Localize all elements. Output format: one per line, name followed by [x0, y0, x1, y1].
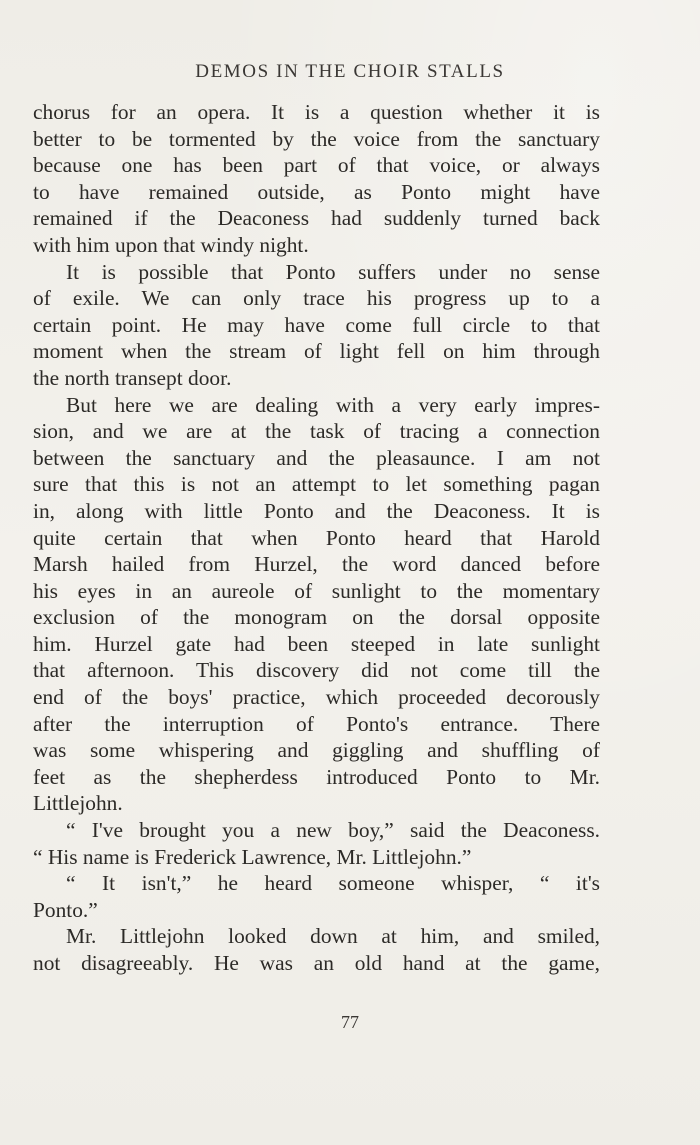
- paragraph-start-line: “ It isn't,” he heard someone whisper, “ it's: [66, 871, 600, 896]
- text-line: exclusion of the monogram on the dorsal opposite: [33, 605, 600, 630]
- text-line: feet as the shepherdess introduced Ponto to Mr.: [33, 764, 600, 789]
- text-line: Littlejohn.: [33, 791, 123, 816]
- text-line: in, along with little Ponto and the Deaconess. It is: [33, 498, 600, 523]
- text-line: him. Hurzel gate had been steeped in late sunlight: [33, 631, 600, 656]
- text-line: with him upon that windy night.: [33, 232, 309, 257]
- paragraph-start-line: It is possible that Ponto suffers under no sense: [66, 259, 600, 284]
- text-line: better to be tormented by the voice from the sanctuary: [33, 126, 600, 151]
- text-line: his eyes in an aureole of sunlight to the momentary: [33, 578, 600, 603]
- text-line: sion, and we are at the task of tracing a connection: [33, 419, 600, 444]
- text-line: remained if the Deaconess had suddenly turned back: [33, 206, 600, 231]
- text-line: quite certain that when Ponto heard that Harold: [33, 525, 600, 550]
- text-line: that afternoon. This discovery did not come till the: [33, 658, 600, 683]
- text-line: sure that this is not an attempt to let something pagan: [33, 472, 600, 497]
- text-line: chorus for an opera. It is a question whether it is: [33, 100, 600, 124]
- paragraph-start-line: Mr. Littlejohn looked down at him, and smiled,: [66, 924, 600, 949]
- text-line: the north transept door.: [33, 365, 232, 390]
- text-line: of exile. We can only trace his progress up to a: [33, 286, 600, 311]
- running-head: DEMOS IN THE CHOIR STALLS: [195, 61, 505, 82]
- paragraph-start-line: But here we are dealing with a very early impres-: [66, 392, 600, 417]
- text-line: between the sanctuary and the pleasaunce. I am not: [33, 445, 600, 470]
- text-line: to have remained outside, as Ponto might have: [33, 179, 600, 204]
- text-line: end of the boys' practice, which proceeded decorously: [33, 685, 600, 710]
- text-line: was some whispering and giggling and shuffling of: [33, 738, 600, 763]
- text-line: Marsh hailed from Hurzel, the word danced before: [33, 552, 600, 577]
- body-text: [33, 99, 600, 977]
- page-number: 77: [341, 1012, 359, 1032]
- text-line: Ponto.”: [33, 897, 98, 922]
- text-line: not disagreeably. He was an old hand at the game,: [33, 951, 600, 975]
- text-line: because one has been part of that voice, or always: [33, 153, 600, 178]
- paragraph-start-line: “ I've brought you a new boy,” said the Deaconess.: [66, 818, 600, 843]
- text-line: after the interruption of Ponto's entrance. There: [33, 711, 600, 736]
- text-line: “ His name is Frederick Lawrence, Mr. Littlejohn.”: [33, 844, 472, 869]
- text-line: certain point. He may have come full circle to that: [33, 312, 600, 337]
- text-line: moment when the stream of light fell on him through: [33, 339, 600, 364]
